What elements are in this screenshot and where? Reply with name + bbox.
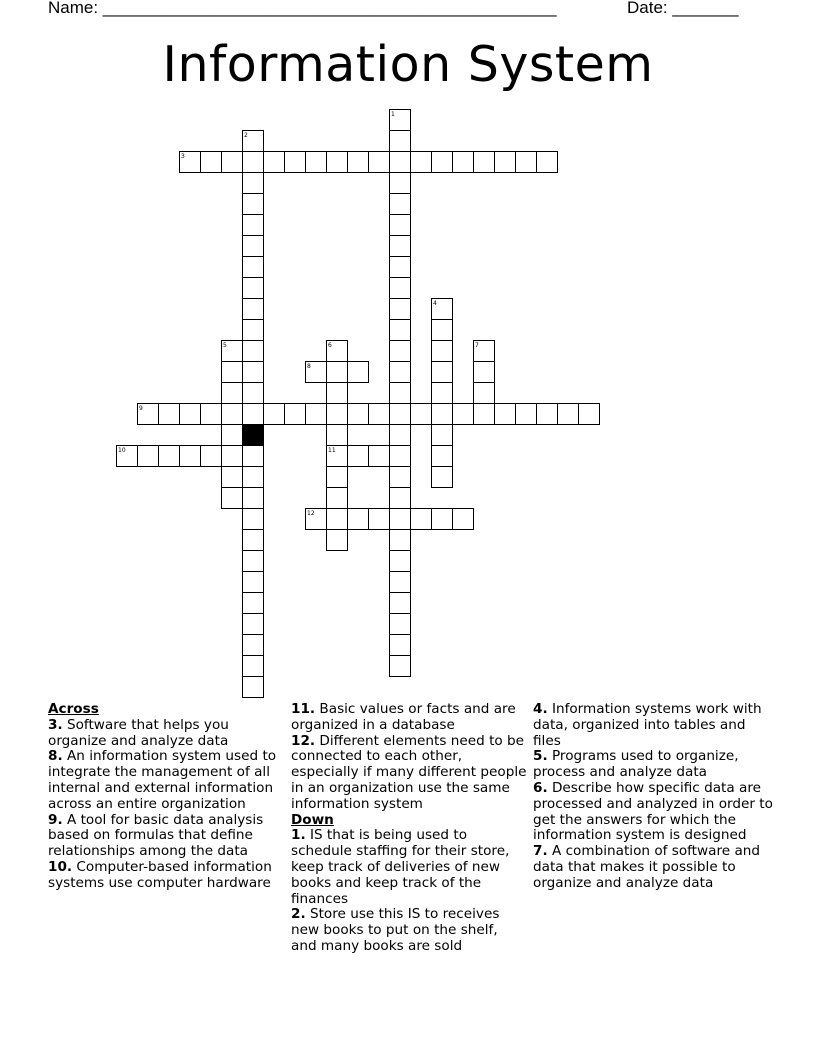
grid-cell[interactable] [390,278,411,299]
grid-cell[interactable] [390,593,411,614]
grid-cell[interactable] [222,362,243,383]
grid-cell[interactable] [390,530,411,551]
grid-cell[interactable] [327,425,348,446]
clue-down-4 [533,702,773,749]
grid-cell[interactable] [243,257,264,278]
grid-cell[interactable] [390,446,411,467]
clue-text: A combination of software and data that makes it possible to organize and analyze data [533,843,761,891]
clue-text: Software that helps you organize and analyze data [48,716,229,749]
grid-cell[interactable] [243,131,264,152]
grid-cell[interactable] [369,509,390,530]
clue-text: Programs used to organize, process and analyze data [533,748,739,781]
clue-number-label: 5 [223,342,227,349]
grid-cell[interactable] [348,404,369,425]
clue-number-label: 4 [433,300,437,307]
grid-cell[interactable] [432,362,453,383]
grid-cell[interactable] [243,299,264,320]
grid-cell[interactable] [243,614,264,635]
grid-cell[interactable] [243,467,264,488]
grid-cell[interactable] [537,152,558,173]
down-heading: Down [291,811,334,828]
clue-down-2 [291,907,527,954]
clue-down-5 [533,749,773,781]
grid-cell[interactable] [306,152,327,173]
grid-cell[interactable] [390,488,411,509]
grid-cell[interactable] [390,299,411,320]
grid-cell[interactable] [243,215,264,236]
grid-cell[interactable] [243,341,264,362]
grid-cell[interactable] [411,404,432,425]
grid-cell[interactable] [348,362,369,383]
grid-cell[interactable] [180,152,201,173]
grid-cell[interactable] [453,509,474,530]
grid-cell[interactable] [390,236,411,257]
grid-cell[interactable] [243,278,264,299]
clue-text: Information systems work with data, organized into tables and files [533,701,762,749]
grid-cell[interactable] [222,467,243,488]
grid-cell[interactable] [411,152,432,173]
grid-cell[interactable] [243,635,264,656]
clue-number: 11. [291,701,316,717]
grid-cell[interactable] [390,551,411,572]
grid-cell[interactable] [432,299,453,320]
grid-cell[interactable] [243,194,264,215]
grid-cell[interactable] [327,152,348,173]
clue-text: A tool for basic data analysis based on formulas that define relationships among the data [48,811,264,860]
clue-text: Store use this IS to receives new books to put on the shelf, and many books are sold [291,906,500,954]
grid-cell[interactable] [369,152,390,173]
clue-down-7 [533,844,773,891]
grid-cell[interactable] [390,635,411,656]
date-field[interactable]: Date: _______ [627,0,739,17]
grid-cell[interactable] [432,152,453,173]
clue-text: An information system used to integrate the management of all internal and external information across an entire organization [48,748,277,812]
clue-number-label: 11 [328,447,336,454]
grid-cell[interactable] [222,341,243,362]
clue-number: 6. [533,779,548,796]
grid-cell[interactable] [180,446,201,467]
grid-cell[interactable] [222,488,243,509]
grid-cell[interactable] [117,446,138,467]
grid-cell[interactable] [306,362,327,383]
grid-cell[interactable] [474,404,495,425]
clue-number: 10. [48,858,73,875]
grid-cell[interactable] [327,467,348,488]
clue-number-label: 12 [307,510,315,517]
grid-cell[interactable] [348,446,369,467]
grid-cell[interactable] [243,551,264,572]
clue-number-label: 9 [139,405,143,412]
grid-cell[interactable] [327,362,348,383]
grid-cell[interactable] [495,152,516,173]
clue-number-label: 1 [391,111,395,118]
clue-text: IS that is being used to schedule staffing for their store, keep track of deliveries of new books and keep track of the finances [291,827,510,907]
clue-text: Describe how specific data are processed and analyzed in order to get the answers for which the information system is designed [533,779,773,844]
grid-cell[interactable] [432,446,453,467]
clue-number: 9. [48,811,63,828]
grid-cell[interactable] [327,530,348,551]
grid-cell[interactable] [159,446,180,467]
grid-cell[interactable] [474,341,495,362]
grid-cell[interactable] [390,341,411,362]
grid-cell[interactable] [390,656,411,677]
clue-number: 2. [291,906,306,923]
grid-cell[interactable] [327,509,348,530]
grid-cell[interactable] [243,572,264,593]
grid-cell[interactable] [159,404,180,425]
grid-cell[interactable] [453,404,474,425]
clue-across-9 [48,813,280,860]
grid-cell[interactable] [327,446,348,467]
clue-number-label: 10 [118,447,126,454]
grid-cell[interactable] [243,173,264,194]
clue-number: 3. [48,716,63,733]
grid-cell[interactable] [390,194,411,215]
grid-cell[interactable] [243,362,264,383]
grid-cell[interactable] [453,152,474,173]
grid-cell[interactable] [432,425,453,446]
grid-cell[interactable] [390,614,411,635]
grid-cell[interactable] [243,446,264,467]
clue-number-label: 3 [181,153,185,160]
grid-cell[interactable] [432,320,453,341]
grid-cell[interactable] [390,131,411,152]
grid-cell[interactable] [390,110,411,131]
grid-cell[interactable] [285,152,306,173]
page-title: Information System [162,36,654,93]
grid-cell[interactable] [369,404,390,425]
grid-cell[interactable] [390,404,411,425]
grid-cell[interactable] [432,404,453,425]
grid-cell[interactable] [222,152,243,173]
grid-cell[interactable] [537,404,558,425]
grid-cell[interactable] [243,383,264,404]
grid-cell[interactable] [306,509,327,530]
grid-cell[interactable] [138,404,159,425]
grid-cell[interactable] [180,404,201,425]
clues-column-2 [291,702,527,955]
grid-cell[interactable] [432,383,453,404]
clue-across-10 [48,860,280,892]
clues-column-3 [533,702,773,892]
clue-across-8 [48,749,280,812]
grid-cell[interactable] [516,404,537,425]
clue-down-6 [533,781,773,844]
clue-number: 8. [48,748,63,765]
grid-cell[interactable] [201,446,222,467]
grid-cell[interactable] [432,467,453,488]
clues-column-1 [48,702,280,892]
grid-cell[interactable] [243,593,264,614]
grid-cell[interactable] [243,488,264,509]
clue-number: 4. [533,701,548,717]
clue-number: 5. [533,748,548,765]
grid-cell[interactable] [390,467,411,488]
grid-cell[interactable] [369,446,390,467]
grid-cell[interactable] [243,530,264,551]
grid-cell[interactable] [474,362,495,383]
grid-cell[interactable] [390,362,411,383]
grid-cell[interactable] [243,152,264,173]
clue-number-label: 6 [328,342,332,349]
grid-cell[interactable] [264,152,285,173]
grid-cell[interactable] [474,383,495,404]
grid-cell[interactable] [516,152,537,173]
grid-cell[interactable] [306,404,327,425]
grid-cell[interactable] [432,341,453,362]
grid-cell[interactable] [222,446,243,467]
grid-cell[interactable] [474,152,495,173]
worksheet-header [0,0,816,24]
grid-cell[interactable] [327,404,348,425]
clue-text: Computer-based information systems use computer hardware [48,858,272,891]
clue-number-label: 2 [244,132,248,139]
grid-cell[interactable] [327,488,348,509]
grid-cell[interactable] [390,425,411,446]
name-field[interactable]: Name: ________________________________________________ [48,0,557,17]
clue-text: Different elements need to be connected to each other, especially if many different people in an organization use the same information system [291,732,527,812]
grid-cell[interactable] [138,446,159,467]
clue-number: 12. [291,732,316,749]
grid-cell[interactable] [348,152,369,173]
clue-across-3 [48,718,280,750]
grid-cell[interactable] [327,341,348,362]
grid-cell[interactable] [243,656,264,677]
grid-cell[interactable] [390,215,411,236]
grid-cell[interactable] [390,509,411,530]
grid-cell[interactable] [243,677,264,698]
grid-cell[interactable] [390,320,411,341]
clue-across-11 [291,702,527,734]
grid-cell[interactable] [243,425,264,446]
grid-cell[interactable] [243,509,264,530]
grid-cell[interactable] [243,236,264,257]
grid-cell[interactable] [264,404,285,425]
grid-cell[interactable] [243,320,264,341]
grid-cell[interactable] [327,383,348,404]
grid-cell[interactable] [579,404,600,425]
across-heading: Across [48,701,99,717]
grid-cell[interactable] [222,425,243,446]
grid-cell[interactable] [390,173,411,194]
clue-number: 7. [533,843,548,860]
clue-across-12 [291,734,527,813]
grid-cell[interactable] [285,404,306,425]
clue-number-label: 7 [475,342,479,349]
clue-number: 1. [291,827,306,844]
clue-text: Basic values or facts and are organized in a database [291,701,516,733]
grid-cell[interactable] [222,404,243,425]
grid-cell[interactable] [348,509,369,530]
clue-down-1 [291,828,527,907]
clue-number-label: 8 [307,363,311,370]
grid-cell[interactable] [222,383,243,404]
grid-cell[interactable] [390,572,411,593]
grid-cell[interactable] [390,152,411,173]
grid-cell[interactable] [390,383,411,404]
grid-cell[interactable] [411,509,432,530]
grid-cell[interactable] [390,257,411,278]
grid-cell[interactable] [243,404,264,425]
grid-cell[interactable] [201,152,222,173]
grid-cell[interactable] [495,404,516,425]
grid-cell[interactable] [558,404,579,425]
grid-cell[interactable] [201,404,222,425]
grid-cell[interactable] [432,509,453,530]
